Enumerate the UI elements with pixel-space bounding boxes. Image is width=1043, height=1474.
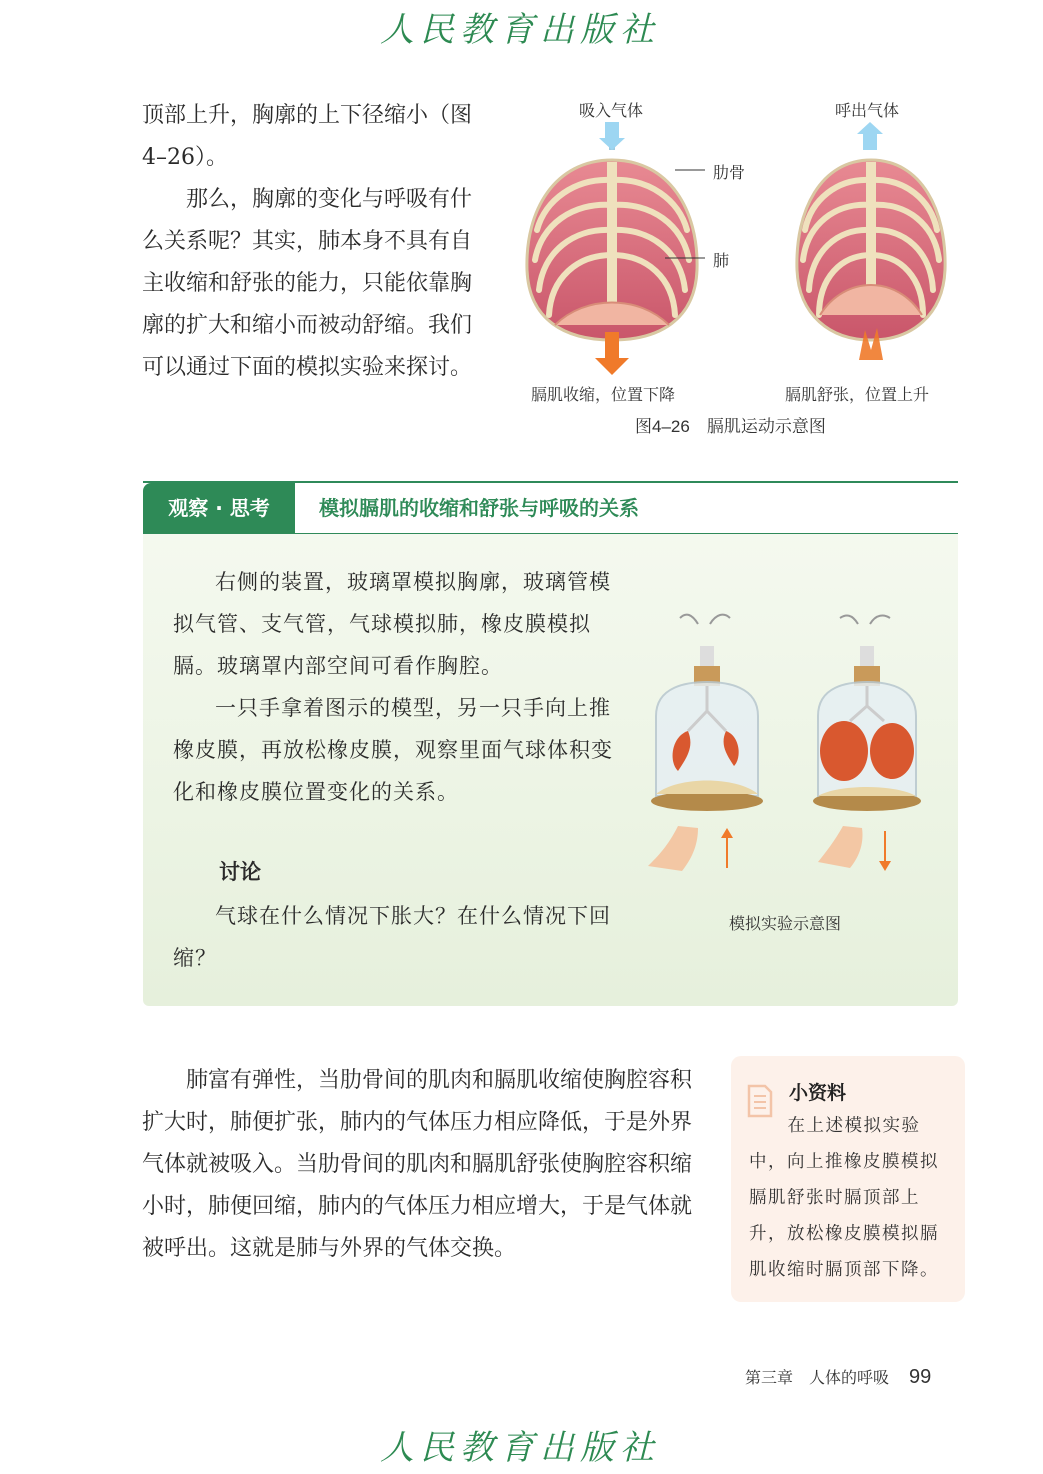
- box-tag: 观察 · 思考: [143, 483, 295, 533]
- intro-paragraph-2: 那么，胸廓的变化与呼吸有什么关系呢？其实，肺本身不具有自主收缩和舒张的能力，只能依靠胸廓的扩大和缩小而被动舒缩。我们可以通过下面的模拟实验来探讨。: [142, 187, 473, 380]
- ribcage-illustration: [515, 90, 965, 410]
- publisher-logo-top: [380, 2, 663, 52]
- discussion-heading: 讨论: [219, 860, 261, 884]
- sidebar-title: 小资料: [789, 1082, 847, 1104]
- main-paragraph: 肺富有弹性，当肋骨间的肌肉和膈肌收缩使胸腔容积扩大时，肺便扩张，肺内的气体压力相应降低，于是外界气体就被吸入。当肋骨间的肌肉和膈肌舒张使胸腔容积缩小时，肺便回缩，肺内的气体压力相应增大，于是气体就被呼出。这就是肺与外界的气体交换。: [142, 1068, 693, 1261]
- intro-text: [142, 95, 477, 389]
- rib-label: 肋骨: [713, 163, 746, 182]
- simulation-caption: 模拟实验示意图: [729, 914, 842, 933]
- ribcage-right: [797, 122, 945, 360]
- chapter-title: 第三章 人体的呼吸: [745, 1368, 890, 1387]
- exhale-label: 呼出气体: [835, 101, 900, 120]
- activity-paragraph-2: 一只手拿着图示的模型，另一只手向上推橡皮膜，再放松橡皮膜，观察里面气球体积变化和橡皮膜位置变化的关系。: [173, 696, 613, 804]
- info-sidebar: [731, 1056, 965, 1302]
- publisher-logo-text: 人民教育出版社: [380, 1428, 660, 1468]
- sidebar-text: [749, 1108, 954, 1288]
- page-number: 99: [909, 1366, 932, 1388]
- figure-caption: 图4–26 膈肌运动示意图: [635, 417, 826, 436]
- lung-label: 肺: [713, 251, 730, 270]
- box-title: 模拟膈肌的收缩和舒张与呼吸的关系: [319, 496, 639, 520]
- inhale-label: 吸入气体: [579, 101, 644, 120]
- discussion-paragraph: 气球在什么情况下胀大？在什么情况下回缩？: [173, 904, 611, 970]
- figure-diaphragm-movement: [515, 90, 965, 450]
- main-text: [142, 1060, 702, 1270]
- ribcage-left: [527, 122, 697, 375]
- intro-paragraph-1: 顶部上升，胸廓的上下径缩小（图4–26）。: [142, 103, 473, 170]
- discussion-text: [173, 895, 613, 979]
- publisher-logo-bottom: [380, 1420, 663, 1470]
- observe-think-box: [143, 481, 958, 1006]
- box-header: [143, 481, 958, 534]
- bell-jar-left: [648, 615, 763, 871]
- simulation-illustration: [638, 606, 938, 936]
- page-footer: [745, 1365, 931, 1389]
- left-sublabel: 膈肌收缩，位置下降: [531, 385, 676, 404]
- activity-text: [173, 561, 613, 813]
- activity-paragraph-1: 右侧的装置，玻璃罩模拟胸廓，玻璃管模拟气管、支气管，气球模拟肺，橡皮膜模拟膈。玻璃罩内部空间可看作胸腔。: [173, 570, 611, 678]
- publisher-logo-text: 人民教育出版社: [380, 10, 660, 50]
- bell-jar-right: [813, 616, 921, 871]
- right-sublabel: 膈肌舒张，位置上升: [785, 385, 930, 404]
- sidebar-paragraph: 在上述模拟实验中，向上推橡皮膜模拟膈肌舒张时膈顶部上升，放松橡皮膜模拟膈肌收缩时膈顶部下降。: [749, 1116, 939, 1280]
